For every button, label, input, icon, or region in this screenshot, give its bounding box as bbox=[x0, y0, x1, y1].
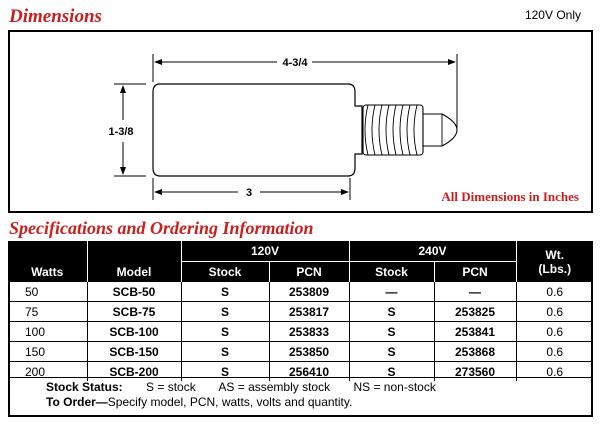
cell-pcn-240: 253841 bbox=[434, 322, 516, 342]
cell-watts: 75 bbox=[8, 302, 87, 322]
order-label: To Order— bbox=[46, 395, 108, 409]
cell-watts: 100 bbox=[8, 322, 87, 342]
overall-length-label: 4-3/4 bbox=[282, 57, 308, 69]
order-line bbox=[46, 395, 591, 410]
stock-status-line bbox=[46, 380, 591, 395]
cell-pcn-120: 253817 bbox=[269, 302, 349, 322]
cell-weight: 0.6 bbox=[516, 322, 593, 342]
diameter-label: 1-3/8 bbox=[108, 126, 134, 138]
cell-stock-240: S bbox=[349, 302, 434, 322]
cell-pcn-120: 256410 bbox=[269, 362, 349, 382]
cell-watts: 200 bbox=[8, 362, 87, 382]
table-row bbox=[8, 302, 593, 322]
cell-weight: 0.6 bbox=[516, 362, 593, 382]
stock-s-legend: S = stock bbox=[146, 380, 196, 394]
cell-pcn-240: 253868 bbox=[434, 342, 516, 362]
arrowhead bbox=[341, 189, 349, 195]
cell-pcn-120: 253809 bbox=[269, 282, 349, 302]
arrowhead bbox=[120, 85, 126, 93]
cell-pcn-120: 253850 bbox=[269, 342, 349, 362]
heater-body bbox=[153, 84, 362, 176]
stock-ns-legend: NS = non-stock bbox=[353, 380, 436, 394]
cell-stock-240: S bbox=[349, 342, 434, 362]
dimensions-title: Dimensions bbox=[9, 6, 102, 27]
weight-header-line1: Wt. bbox=[545, 247, 565, 262]
col-header-pcn-120: PCN bbox=[269, 262, 349, 283]
col-header-watts: Watts bbox=[8, 241, 87, 282]
col-header-stock-240: Stock bbox=[349, 262, 434, 283]
cell-watts: 150 bbox=[8, 342, 87, 362]
arrowhead bbox=[154, 189, 162, 195]
cell-stock-240: S bbox=[349, 362, 434, 382]
spec-table bbox=[8, 241, 593, 381]
weight-header-line2: (Lbs.) bbox=[538, 261, 572, 276]
col-header-model: Model bbox=[87, 241, 181, 282]
cell-stock-120: S bbox=[181, 282, 269, 302]
cell-model: SCB-150 bbox=[87, 342, 181, 362]
table-row bbox=[8, 322, 593, 342]
col-group-240v: 240V bbox=[349, 241, 516, 262]
table-row bbox=[8, 282, 593, 302]
cell-stock-120: S bbox=[181, 322, 269, 342]
arrowhead bbox=[120, 167, 126, 175]
table-footer bbox=[8, 377, 593, 417]
cell-stock-120: S bbox=[181, 302, 269, 322]
cell-weight: 0.6 bbox=[516, 342, 593, 362]
stock-status-label: Stock Status: bbox=[46, 380, 123, 394]
cell-pcn-240: 273560 bbox=[434, 362, 516, 382]
col-header-stock-120: Stock bbox=[181, 262, 269, 283]
table-row bbox=[8, 342, 593, 362]
col-header-weight bbox=[516, 241, 593, 282]
cell-pcn-240: 253825 bbox=[434, 302, 516, 322]
cell-weight: 0.6 bbox=[516, 302, 593, 322]
body-length-label: 3 bbox=[245, 187, 253, 199]
spec-title: Specifications and Ordering Information bbox=[9, 218, 314, 238]
cell-model: SCB-100 bbox=[87, 322, 181, 342]
cell-model: SCB-75 bbox=[87, 302, 181, 322]
dimension-drawing-panel bbox=[8, 30, 593, 213]
cell-model: SCB-200 bbox=[87, 362, 181, 382]
cell-model: SCB-50 bbox=[87, 282, 181, 302]
cell-stock-120: S bbox=[181, 342, 269, 362]
cell-stock-240: S bbox=[349, 322, 434, 342]
col-group-120v: 120V bbox=[181, 241, 349, 262]
contact-tip bbox=[423, 114, 457, 146]
cell-pcn-120: 253833 bbox=[269, 322, 349, 342]
cell-stock-120: S bbox=[181, 362, 269, 382]
arrowhead bbox=[154, 59, 162, 65]
cell-pcn-240: — bbox=[434, 282, 516, 302]
units-note: All Dimensions in Inches bbox=[441, 189, 579, 204]
arrowhead bbox=[448, 59, 456, 65]
cartridge-heater-drawing bbox=[10, 32, 591, 211]
cell-watts: 50 bbox=[8, 282, 87, 302]
stock-as-legend: AS = assembly stock bbox=[218, 380, 331, 394]
voltage-note: 120V Only bbox=[524, 8, 581, 22]
col-header-pcn-240: PCN bbox=[434, 262, 516, 283]
cell-weight: 0.6 bbox=[546, 284, 564, 299]
cell-stock-240: — bbox=[349, 282, 434, 302]
order-text: Specify model, PCN, watts, volts and quantity. bbox=[107, 395, 353, 409]
